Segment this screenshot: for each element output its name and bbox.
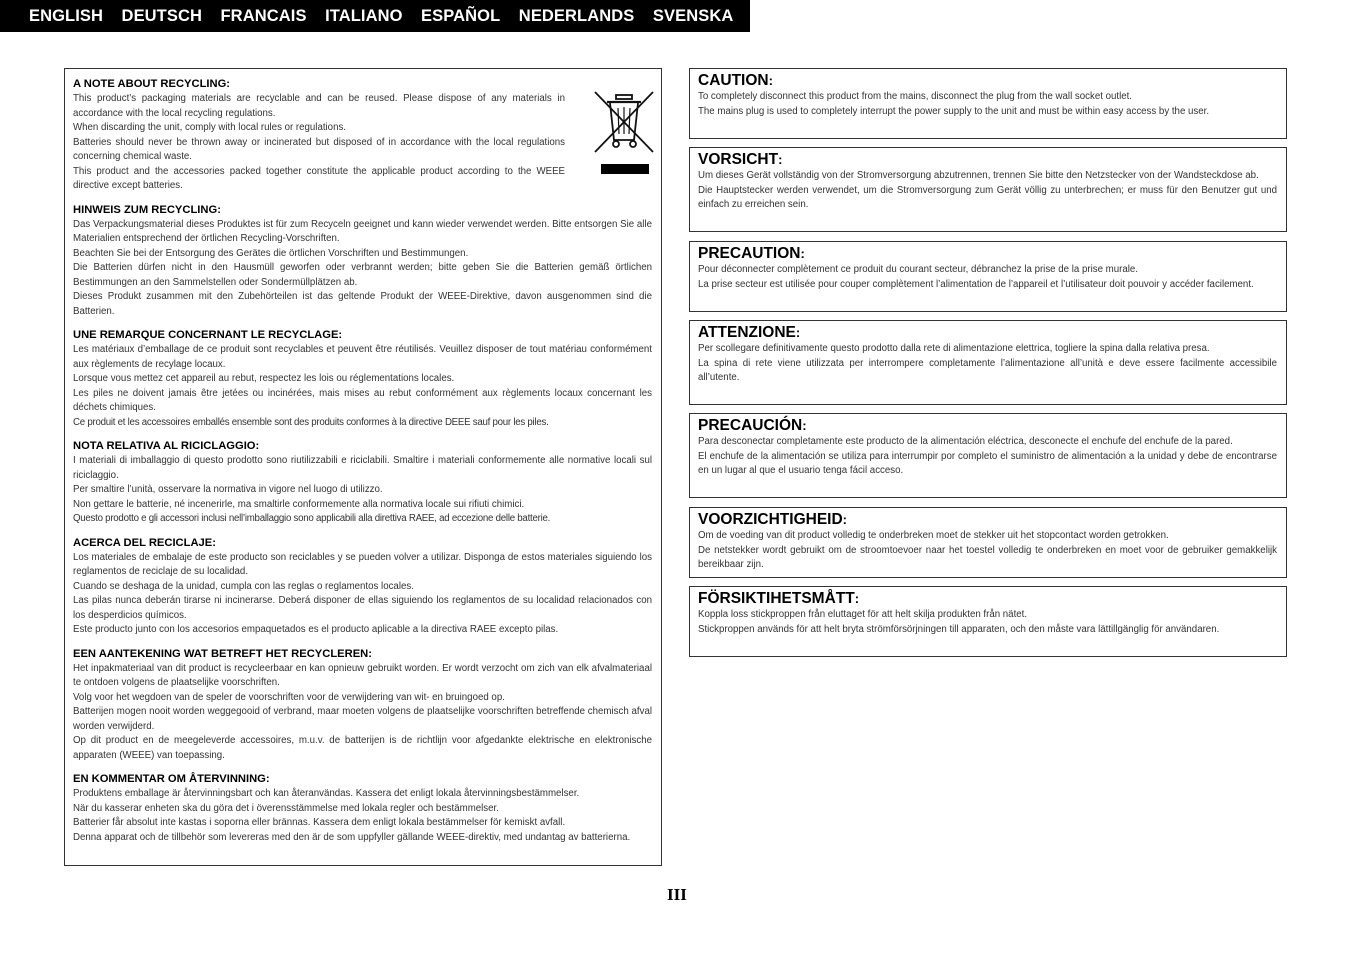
caution-box-english	[689, 68, 1287, 139]
paragraph: To completely disconnect this product from the mains, disconnect the plug from the wall socket outlet.	[698, 91, 1132, 102]
recycling-notes-box	[64, 68, 662, 866]
caution-title: CAUTION:	[698, 72, 773, 89]
paragraph: Koppla loss stickproppen från eluttaget för att helt skilja produkten från nätet.	[698, 609, 1028, 620]
paragraph: This product’s packaging materials are recyclable and can be reused. Please dispose of any materials in accordance with the local recycling regulations.	[73, 93, 565, 119]
paragraph: Um dieses Gerät vollständig von der Stromversorgung abzutrennen, trennen Sie bitte den Netzstecker von der Wandsteckdose ab.	[698, 170, 1259, 181]
paragraph: El enchufe de la alimentación se utiliza para interrumpir por completo el suministro de alimentación a la unidad y debe de encontrarse en un lugar al que el usuario tenga fácil acceso.	[698, 450, 1277, 476]
section-title: ACERCA DEL RECICLAJE:	[73, 536, 216, 549]
language-italiano: ITALIANO	[325, 6, 403, 25]
caution-title: PRECAUTION:	[698, 245, 805, 262]
paragraph: This product and the accessories packed together constitute the applicable product according to the WEEE directive except batteries.	[73, 165, 565, 191]
paragraph: Denna apparat och de tillbehör som levereras med den är de som uppfyller gällande WEEE-direktiv, med undantag av batterierna.	[73, 831, 631, 843]
recycling-english-text	[73, 78, 565, 194]
section-title: NOTA RELATIVA AL RICICLAGGIO:	[73, 440, 260, 452]
paragraph: La prise secteur est utilisée pour couper complètement l’alimentation de l’appareil et l’utilisateur doit pouvoir y accéder facilement.	[698, 278, 1254, 290]
section-title: UNE REMARQUE CONCERNANT LE RECYCLAGE:	[73, 329, 343, 341]
paragraph: Ce produit et les accessoires emballés ensemble sont des produits conformes à la directive DEEE sauf pour les piles.	[73, 416, 549, 428]
caution-title: VOORZICHTIGHEID:	[698, 511, 848, 528]
paragraph: Para desconectar completamente este producto de la alimentación eléctrica, desconecte el enchufe del enchufe de la pared.	[698, 436, 1233, 447]
caution-box-swedish	[689, 586, 1287, 657]
paragraph: Cuando se deshaga de la unidad, cumpla con las reglas o reglamentos locales.	[73, 580, 414, 592]
recycling-section-dutch	[73, 648, 652, 764]
paragraph: Batterier får absolut inte kastas i soporna eller brännas. Kassera dem enligt lokala bestämmelser för kemiskt avfall.	[73, 817, 566, 828]
paragraph: Les piles ne doivent jamais être jetées ou incinérées, mais mises au rebut conformément aux règlements locaux concernant les déchets chimiques.	[73, 387, 652, 413]
recycling-section-italian	[73, 440, 652, 527]
caution-box-german	[689, 147, 1287, 232]
recycling-section-english	[73, 78, 652, 194]
caution-box-italian	[689, 320, 1287, 405]
paragraph: Produktens emballage är återvinningsbart och kan återanvändas. Kassera det enligt lokala återvinningsbestämmelser.	[73, 788, 580, 799]
caution-title: VORSICHT:	[698, 151, 783, 168]
caution-box-french	[689, 241, 1287, 312]
paragraph: Op dit product en de meegeleverde accessoires, m.u.v. de batterijen is de richtlijn voor afgedankte elektrische en elektronische apparaten (WEEE) van toepassing.	[73, 735, 652, 761]
paragraph: Beachten Sie bei der Entsorgung des Gerätes die örtlichen Vorschriften und Bestimmungen.	[73, 247, 469, 259]
paragraph: Per smaltire l’unità, osservare la normativa in vigore nel luogo di utilizzo.	[73, 484, 383, 495]
caution-box-spanish	[689, 413, 1287, 498]
paragraph: Batteries should never be thrown away or incinerated but disposed of in accordance with the local regulations concerning chemical waste.	[73, 136, 565, 162]
paragraph: Questo prodotto e gli accessori inclusi nell’imballaggio sono applicabili alla direttiva RAEE, ad eccezione delle batterie.	[73, 513, 551, 524]
paragraph: Este producto junto con los accesorios empaquetados es el producto aplicable a la directiva RAEE excepto pilas.	[73, 624, 559, 635]
language-english: ENGLISH	[29, 6, 104, 25]
paragraph: Volg voor het wegdoen van de speler de voorschriften voor de verwijdering van wit- en bruingoed op.	[73, 691, 505, 703]
language-espanol: ESPAÑOL	[421, 6, 501, 25]
paragraph: Stickproppen används för att helt bryta strömförsörjningen till apparaten, och den måste vara lättillgänglig för användaren.	[698, 623, 1220, 635]
paragraph: Non gettare le batterie, né incenerirle, ma smaltirle conformemente alla normativa locale sui rifiuti chimici.	[73, 498, 525, 510]
paragraph: De netstekker wordt gebruikt om de stroomtoevoer naar het toestel volledig te onderbreken en moet voor de gebruiker gemakkelijk bereikbaar zijn.	[698, 544, 1277, 570]
page-number: III	[667, 885, 687, 904]
paragraph: Batterijen mogen nooit worden weggegooid of verbrand, maar moeten volgens de plaatselijke voorschriften betreffende chemisch afval worden verwijderd.	[73, 706, 652, 732]
language-bar	[0, 0, 750, 32]
paragraph: Het inpakmateriaal van dit product is recycleerbaar en kan opnieuw gebruikt worden. Er wordt verzocht om zich van elk afvalmateriaal te ontdoen volgens de plaatselijke voorschriften.	[73, 662, 652, 688]
paragraph: Dieses Produkt zusammen mit den Zubehörteilen ist das geltende Produkt der WEEE-Direktive, davon ausgenommen sind die Batterien.	[73, 291, 652, 317]
paragraph: Om de voeding van dit product volledig te onderbreken moet de stekker uit het stopcontact worden getrokken.	[698, 530, 1169, 541]
paragraph: Los materiales de embalaje de este producto son reciclables y se pueden volver a utilizar. Disponga de estos materiales siguiendo los reglamentos de reciclaje de su localidad.	[73, 551, 652, 577]
paragraph: När du kasserar enheten ska du göra det i överensstämmelse med lokala regler och bestämmelser.	[73, 802, 499, 814]
paragraph: When discarding the unit, comply with local rules or regulations.	[73, 122, 346, 133]
caution-box-dutch	[689, 507, 1287, 578]
language-deutsch: DEUTSCH	[121, 6, 202, 25]
caution-title: FÖRSIKTIHETSMÅTT:	[698, 590, 860, 607]
recycling-section-spanish	[73, 537, 652, 638]
section-title: A NOTE ABOUT RECYCLING:	[73, 78, 231, 90]
paragraph: Die Batterien dürfen nicht in den Hausmüll geworfen oder verbrannt werden; bitte geben Sie die Batterien gemäß örtlichen Bestimmungen an den Sammelstellen oder Sondermüllplätzen ab.	[73, 262, 652, 288]
language-nederlands: NEDERLANDS	[518, 6, 635, 25]
caution-title: ATTENZIONE:	[698, 324, 801, 341]
language-francais: FRANCAIS	[220, 6, 307, 25]
section-title: HINWEIS ZUM RECYCLING:	[73, 203, 221, 216]
paragraph: Pour déconnecter complètement ce produit du courant secteur, débranchez la prise de la prise murale.	[698, 264, 1138, 275]
paragraph: Lorsque vous mettez cet appareil au rebut, respectez les lois ou réglementations locales.	[73, 373, 455, 384]
paragraph: The mains plug is used to completely interrupt the power supply to the unit and must be within easy access by the user.	[698, 105, 1210, 117]
recycling-section-swedish	[73, 773, 652, 845]
paragraph: Las pilas nunca deberán tirarse ni incinerarse. Deberá disponer de ellas siguiendo los reglamentos de su localidad relacionados con los desperdicios químicos.	[73, 595, 652, 621]
caution-title: PRECAUCIÓN:	[698, 417, 807, 434]
recycling-section-german	[73, 204, 652, 320]
language-svenska: SVENSKA	[652, 6, 734, 25]
paragraph: Per scollegare definitivamente questo prodotto dalla rete di alimentazione elettrica, togliere la spina dalla relativa presa.	[698, 343, 1210, 354]
paragraph: I materiali di imballaggio di questo prodotto sono riutilizzabili e riciclabili. Smaltire i materiali conformemente alle normative locali sul riciclaggio.	[73, 455, 652, 481]
section-title: EN KOMMENTAR OM ÅTERVINNING:	[73, 773, 270, 785]
recycling-section-french	[73, 329, 652, 430]
paragraph: Das Verpackungsmaterial dieses Produktes ist für zum Recyceln geeignet und kann wieder verwendet werden. Bitte entsorgen Sie alle Materialien entsprechend der örtlichen Recycling-Vorschriften.	[73, 218, 652, 244]
paragraph: Les matériaux d’emballage de ce produit sont recyclables et peuvent être réutilisés. Veuillez disposer de tout matériau conformément aux règlements de recylage locaux.	[73, 344, 652, 370]
section-title: EEN AANTEKENING WAT BETREFT HET RECYCLEREN:	[73, 647, 372, 660]
paragraph: La spina di rete viene utilizzata per interrompere completamente l’alimentazione all’unità e deve essere facilmente accessibile all’utente.	[698, 357, 1277, 383]
crossed-out-wheelie-bin-icon	[593, 90, 655, 186]
paragraph: Die Hauptstecker werden verwendet, um die Stromversorgung zum Gerät völlig zu unterbrechen; er muss für den Benutzer gut und einfach zu erreichen sein.	[698, 184, 1277, 210]
